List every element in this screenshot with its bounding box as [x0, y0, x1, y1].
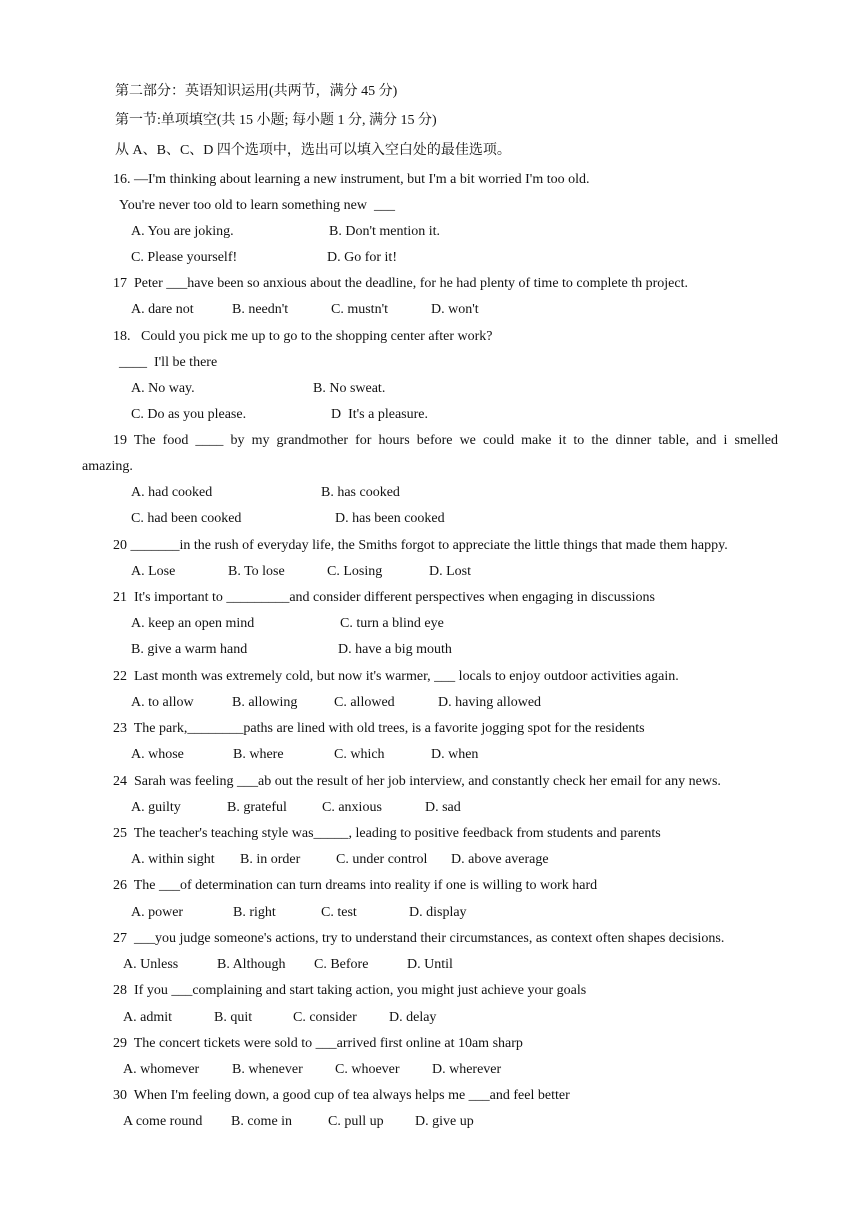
instructions: 从 A、B、C、D 四个选项中，选出可以填入空白处的最佳选项。 [115, 143, 511, 158]
question-25-option-a: A. within sight [131, 852, 215, 867]
question-18-reply: ____ I'll be there [119, 355, 218, 370]
question-29-option-c: C. whoever [335, 1062, 400, 1077]
question-18-option-a: A. No way. [131, 381, 195, 396]
question-30-option-c: C. pull up [328, 1114, 384, 1129]
question-20-option-b: B. To lose [228, 564, 285, 579]
question-28-option-d: D. delay [389, 1010, 437, 1025]
question-22-option-b: B. allowing [232, 695, 298, 710]
question-19-option-b: B. has cooked [321, 485, 400, 500]
question-26-option-c: C. test [321, 905, 357, 920]
question-30-option-b: B. come in [231, 1114, 293, 1129]
question-30-option-a: A come round [123, 1114, 203, 1129]
question-21-option-d: D. have a big mouth [338, 642, 452, 657]
question-23-option-a: A. whose [131, 747, 184, 762]
question-23-option-d: D. when [431, 747, 479, 762]
question-23-option-b: B. where [233, 747, 284, 762]
question-27-option-a: A. Unless [123, 957, 179, 972]
question-16-option-c: C. Please yourself! [131, 250, 238, 265]
section-heading: 第一节:单项填空(共 15 小题; 每小题 1 分, 满分 15 分) [115, 113, 437, 128]
question-30-stem: 30 When I'm feeling down, a good cup of tea always helps me ___and feel better [113, 1088, 570, 1103]
question-26-option-d: D. display [409, 905, 467, 920]
question-23-stem: 23 The park,________paths are lined with old trees, is a favorite jogging spot for the residents [113, 721, 645, 736]
question-30-option-d: D. give up [415, 1114, 474, 1129]
question-24-option-d: D. sad [425, 800, 461, 815]
question-25-option-b: B. in order [240, 852, 301, 867]
question-21-option-a: A. keep an open mind [131, 616, 255, 631]
question-20-option-a: A. Lose [131, 564, 176, 579]
question-24-stem: 24 Sarah was feeling ___ab out the result of her job interview, and constantly check her email for any news. [113, 774, 721, 789]
question-24-option-a: A. guilty [131, 800, 181, 815]
question-24-option-b: B. grateful [227, 800, 287, 815]
question-16-option-d: D. Go for it! [327, 250, 397, 265]
question-17-option-a: A. dare not [131, 302, 194, 317]
question-29-stem: 29 The concert tickets were sold to ___arrived first online at 10am sharp [113, 1036, 523, 1051]
question-27-stem: 27 ___you judge someone's actions, try to understand their circumstances, as context often shapes decisions. [113, 931, 725, 946]
question-28-option-c: C. consider [293, 1010, 357, 1025]
question-16-option-a: A. You are joking. [131, 224, 234, 239]
question-24-option-c: C. anxious [322, 800, 382, 815]
question-16-option-b: B. Don't mention it. [329, 224, 441, 239]
question-25-option-c: C. under control [336, 852, 428, 867]
question-20-option-d: D. Lost [429, 564, 471, 579]
question-26-option-b: B. right [233, 905, 276, 920]
question-21-option-b: B. give a warm hand [131, 642, 248, 657]
question-20-option-c: C. Losing [327, 564, 383, 579]
question-28-stem: 28 If you ___complaining and start taking action, you might just achieve your goals [113, 983, 587, 998]
question-25-option-d: D. above average [451, 852, 549, 867]
question-27-option-c: C. Before [314, 957, 369, 972]
question-27-option-d: D. Until [407, 957, 453, 972]
question-19-stem-wrap: amazing. [82, 459, 133, 474]
question-26-stem: 26 The ___of determination can turn dreams into reality if one is willing to work hard [113, 878, 598, 893]
question-17-option-d: D. won't [431, 302, 479, 317]
question-29-option-a: A. whomever [123, 1062, 200, 1077]
part-heading: 第二部分：英语知识运用(共两节，满分 45 分) [115, 84, 398, 99]
question-16-reply: You're never too old to learn something new ___ [119, 198, 396, 213]
question-27-option-b: B. Although [217, 957, 286, 972]
question-17-option-c: C. mustn't [331, 302, 388, 317]
question-22-stem: 22 Last month was extremely cold, but now it's warmer, ___ locals to enjoy outdoor activities again. [113, 669, 679, 684]
question-20-stem: 20 _______in the rush of everyday life, the Smiths forgot to appreciate the little things that made them happy. [113, 538, 728, 553]
question-21-option-c: C. turn a blind eye [340, 616, 444, 631]
question-18-option-b: B. No sweat. [313, 381, 386, 396]
question-18-option-d: D It's a pleasure. [331, 407, 428, 422]
question-19-option-d: D. has been cooked [335, 511, 445, 526]
question-28-option-a: A. admit [123, 1010, 172, 1025]
question-19-option-c: C. had been cooked [131, 511, 242, 526]
question-18-stem: 18. Could you pick me up to go to the shopping center after work? [113, 329, 493, 344]
question-29-option-b: B. whenever [232, 1062, 303, 1077]
question-22-option-c: C. allowed [334, 695, 395, 710]
question-17-stem: 17 Peter ___have been so anxious about the deadline, for he had plenty of time to complete th project. [113, 276, 688, 291]
question-29-option-d: D. wherever [432, 1062, 502, 1077]
question-26-option-a: A. power [131, 905, 184, 920]
question-21-stem: 21 It's important to _________and consider different perspectives when engaging in discussions [113, 590, 655, 605]
question-17-option-b: B. needn't [232, 302, 289, 317]
question-23-option-c: C. which [334, 747, 385, 762]
question-16-stem: 16. —I'm thinking about learning a new instrument, but I'm a bit worried I'm too old. [113, 172, 590, 187]
question-19-stem: 19 The food ____ by my grandmother for hours before we could make it to the dinner table, and i smelled [113, 433, 778, 448]
question-18-option-c: C. Do as you please. [131, 407, 247, 422]
question-22-option-d: D. having allowed [438, 695, 542, 710]
question-25-stem: 25 The teacher's teaching style was_____, leading to positive feedback from students and parents [113, 826, 661, 841]
question-19-option-a: A. had cooked [131, 485, 213, 500]
question-22-option-a: A. to allow [131, 695, 194, 710]
question-28-option-b: B. quit [214, 1010, 253, 1025]
